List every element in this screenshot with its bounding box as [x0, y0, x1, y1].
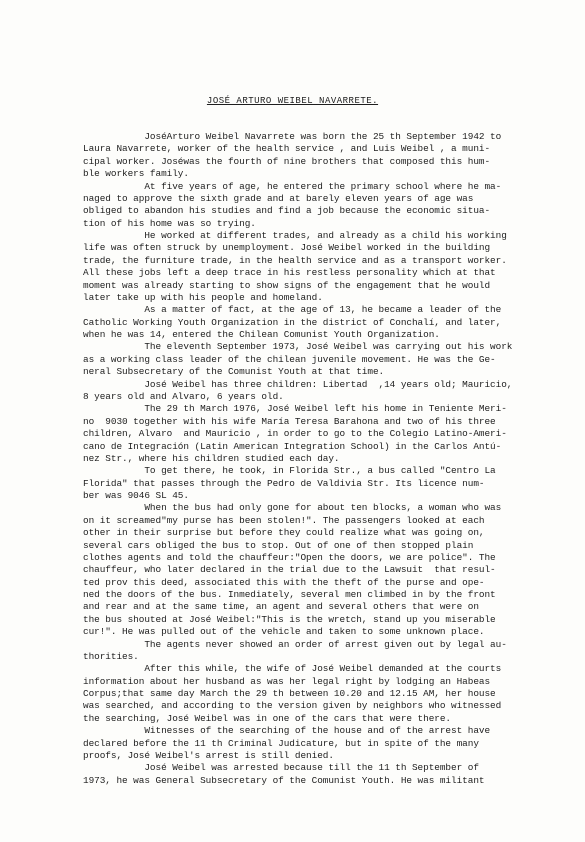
text-line: thorities.: [83, 650, 139, 662]
text-line: As a matter of fact, at the age of 13, he became a leader of the: [83, 304, 502, 316]
text-line: When the bus had only gone for about ten blocks, a woman who was: [83, 502, 502, 514]
text-line: as a working class leader of the chilean juvenile movement. He was the Ge-: [83, 353, 496, 365]
text-line: The 29 th March 1976, José Weibel left his home in Teniente Meri-: [83, 403, 507, 415]
text-line: was searched, and according to the version given by neighbors who witnessed: [83, 700, 502, 712]
page-title: JOSÉ ARTURO WEIBEL NAVARRETE.: [206, 96, 379, 106]
text-line: moment was already starting to show signs of the engagement that he would: [83, 279, 491, 291]
text-line: information about her husband as was her legal right by lodging an Habeas: [83, 675, 491, 687]
text-line: He worked at different trades, and already as a child his working: [83, 230, 507, 242]
text-line: ble workers family.: [83, 168, 189, 180]
text-line: on it screamed"my purse has been stolen!". The passengers looked at each: [83, 514, 485, 526]
text-line: cur!". He was pulled out of the vehicle and taken to some unknown place.: [83, 626, 485, 638]
text-line: 1973, he was General Subsecretary of the Comunist Youth. He was militant: [83, 774, 485, 786]
text-line: To get there, he took, in Florida Str., a bus called "Centro La: [83, 465, 496, 477]
text-line: clothes agents and told the chauffeur:"Open the doors, we are police". The: [83, 551, 496, 563]
text-line: ber was 9046 SL 45.: [83, 490, 189, 502]
text-line: life was often struck by unemployment. José Weibel worked in the building: [83, 242, 491, 254]
text-line: obliged to abandon his studies and find a job because the economic situa-: [83, 205, 491, 217]
text-line: trade, the furniture trade, in the health service and as a transport worker.: [83, 254, 507, 266]
text-line: José Weibel has three children: Libertad ,14 years old; Mauricio,: [83, 378, 513, 390]
text-line: All these jobs left a deep trace in his restless personality which at that: [83, 267, 496, 279]
text-line: After this while, the wife of José Weibel demanded at the courts: [83, 663, 502, 675]
text-line: ted prov this deed, associated this with the theft of the purse and ope-: [83, 576, 485, 588]
text-line: naged to approve the sixth grade and at barely eleven years of age was: [83, 192, 474, 204]
text-line: and rear and at the same time, an agent and several others that were on: [83, 601, 479, 613]
text-line: proofs, José Weibel's arrest is still denied.: [83, 750, 334, 761]
text-line: no 9030 together with his wife María Teresa Barahona and two of his three: [83, 415, 496, 427]
text-line: children, Alvaro and Mauricio , in order to go to the Colegio Latino-Ameri-: [83, 428, 507, 440]
text-line: tion of his home was so trying.: [83, 217, 256, 229]
text-line: cipal worker. Joséwas the fourth of nine brothers that composed this hum-: [83, 155, 491, 167]
text-line: neral Subsecretary of the Comunist Youth at that time.: [83, 366, 385, 378]
text-line: other in their surprise but before they could realize what was going on,: [83, 527, 485, 539]
text-line: ned the doors of the bus. Inmediately, several men climbed in by the front: [83, 589, 496, 601]
text-line: JoséArturo Weibel Navarrete was born the 25 th September 1942 to: [83, 131, 502, 142]
text-line: The eleventh September 1973, José Weibel was carrying out his work: [83, 341, 513, 353]
text-line: the searching, José Weibel was in one of the cars that were there.: [83, 712, 452, 724]
text-line: several cars obliged the bus to stop. Out of one of then stopped plain: [83, 539, 474, 551]
text-line: Laura Navarrete, worker of the health service , and Luis Weibel , a muni-: [83, 143, 491, 155]
text-line: Catholic Working Youth Organization in the district of Conchalí, and later,: [83, 316, 502, 328]
text-line: Witnesses of the searching of the house and of the arrest have: [83, 725, 491, 737]
text-line: At five years of age, he entered the primary school where he ma-: [83, 180, 502, 192]
text-line: the bus shouted at José Weibel:"This is the wretch, stand up you miserable: [83, 613, 496, 625]
text-line: cano de Integración (Latin American Integration School) in the Carlos Antú-: [83, 440, 502, 452]
text-line: Florida" that passes through the Pedro de Valdivia Str. Its licence num-: [83, 477, 485, 489]
text-line: The agents never showed an order of arrest given out by legal au-: [83, 638, 507, 650]
text-line: declared before the 11 th Criminal Judicature, but in spite of the many: [83, 737, 479, 749]
text-line: 8 years old and Alvaro, 6 years old.: [83, 390, 284, 402]
text-line: chauffeur, who later declared in the trial due to the Lawsuit that resul-: [83, 564, 496, 576]
text-line: nez Str., where his children studied each day.: [83, 452, 340, 464]
text-line: José Weibel was arrested because till the 11 th September of: [83, 762, 479, 774]
text-line: later take up with his people and homeland.: [83, 291, 323, 303]
text-line: Corpus;that same day March the 29 th between 10.20 and 12.15 AM, her house: [83, 688, 496, 700]
text-line: when he was 14, entered the Chilean Comunist Youth Organization.: [83, 329, 440, 341]
